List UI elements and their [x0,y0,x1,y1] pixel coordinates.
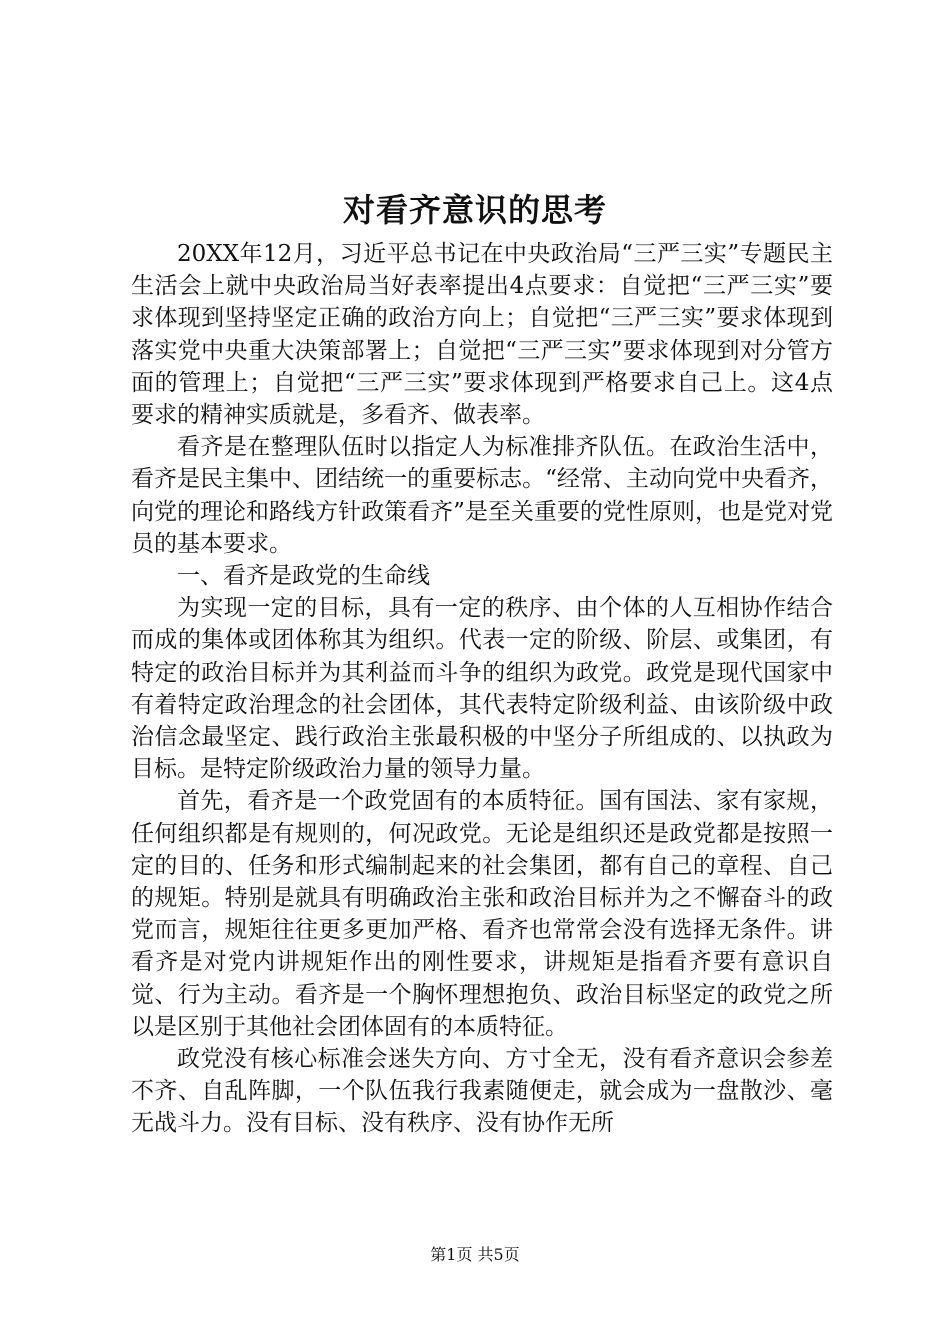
section-heading-1: 一、看齐是政党的生命线 [177,563,430,590]
page-footer: 第1页 共5页 [430,1245,520,1264]
document-body [131,238,833,1140]
paragraph-core-standard: 政党没有核心标准会迷失方向、方寸全无，没有看齐意识会参差不齐、自乱阵脚，一个队伍我行我素随便走，就会成为一盘散沙、毫无战斗力。没有目标、没有秩序、没有协作无所 [131,1046,833,1137]
paragraph-first: 首先，看齐是一个政党固有的本质特征。国有国法、家有家规，任何组织都是有规则的，何况政党。无论是组织还是政党都是按照一定的目的、任务和形式编制起来的社会集团，都有自己的章程、自己的规矩。特别是就具有明确政治主张和政治目标并为之不懈奋斗的政党而言，规矩往往更多更加严格、看齐也常常会没有选择无条件。讲看齐是对党内讲规矩作出的刚性要求，讲规矩是指看齐要有意识自觉、行为主动。看齐是一个胸怀理想抱负、政治目标坚定的政党之所以是区别于其他社会团体固有的本质特征。 [131,788,833,1040]
paragraph-organization: 为实现一定的目标，具有一定的秩序、由个体的人互相协作结合而成的集体或团体称其为组织。代表一定的阶级、阶层、或集团，有特定的政治目标并为其利益而斗争的组织为政党。政党是现代国家中有着特定政治理念的社会团体，其代表特定阶级利益、由该阶级中政治信念最坚定、践行政治主张最积极的中坚分子所组成的、以执政为目标。是特定阶级政治力量的领导力量。 [131,595,833,783]
paragraph-definition: 看齐是在整理队伍时以指定人为标准排齐队伍。在政治生活中，看齐是民主集中、团结统一的重要标志。“经常、主动向党中央看齐，向党的理论和路线方针政策看齐”是至关重要的党性原则，也是党对党员的基本要求。 [131,434,833,557]
paragraph-intro: 20XX年12月，习近平总书记在中央政治局“三严三实”专题民主生活会上就中央政治局当好表率提出4点要求：自觉把“三严三实”要求体现到坚持坚定正确的政治方向上；自觉把“三严三实”要求体现到落实党中央重大决策部署上；自觉把“三严三实”要求体现到对分管方面的管理上；自觉把“三严三实”要求体现到严格要求自己上。这4点要求的精神实质就是，多看齐、做表率。 [131,241,833,429]
document-title: 对看齐意识的思考 [342,191,607,229]
